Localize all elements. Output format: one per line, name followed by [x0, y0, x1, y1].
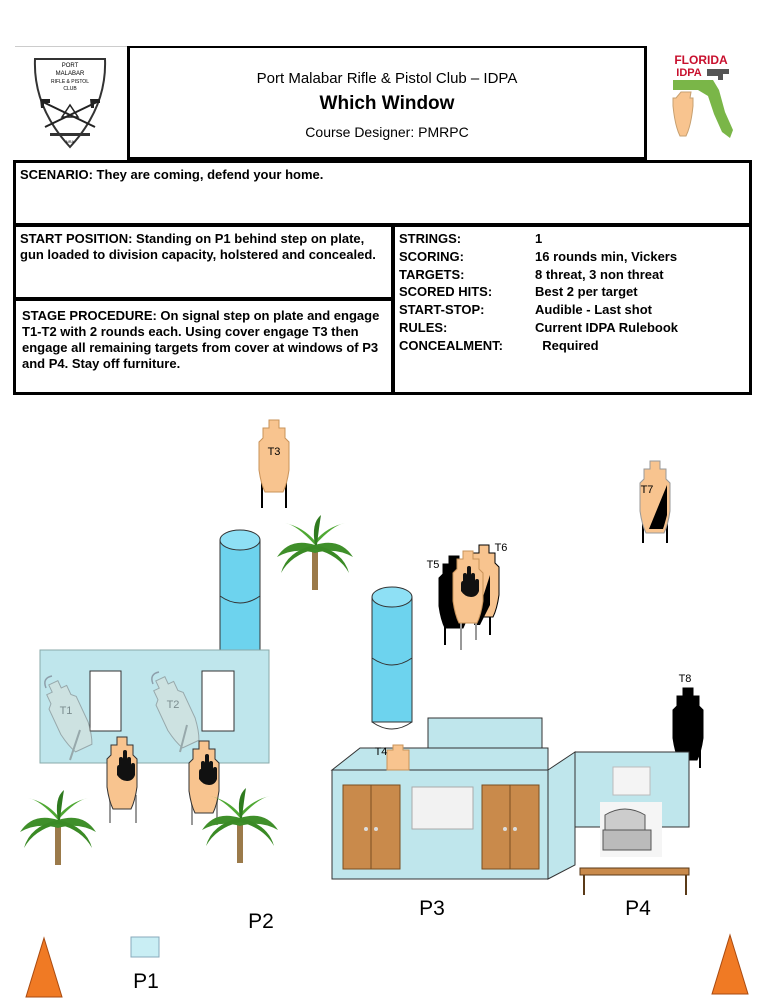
window-p3 [412, 787, 473, 829]
detail-key: RULES: [399, 319, 448, 335]
detail-row-targets [399, 267, 745, 285]
logo-pistol-icon [707, 69, 729, 80]
detail-value: 1 [535, 231, 543, 246]
header-box [127, 46, 647, 160]
target-label-t4: T4 [374, 746, 388, 758]
target-label-t3: T3 [267, 446, 281, 458]
position-p1: P1 [133, 970, 159, 993]
p4-structure [575, 752, 689, 895]
detail-key: START-STOP: [399, 302, 485, 318]
start-position-text: START POSITION: Standing on P1 behind step on plate, gun loaded to division capacity, holstered and concealed. [20, 231, 376, 262]
detail-value: 8 threat, 3 non threat [535, 266, 664, 282]
detail-row-rules [399, 320, 745, 338]
detail-value: Current IDPA Rulebook [535, 319, 679, 335]
position-p2: P2 [248, 910, 274, 933]
barrel-1 [220, 530, 260, 650]
detail-value: Best 2 per target [535, 284, 638, 300]
logo-text-4: CLUB [63, 86, 77, 92]
palm-tree-1 [277, 515, 353, 590]
florida-idpa-logo [645, 46, 753, 160]
position-p3: P3 [419, 897, 445, 920]
stage-details-box [392, 224, 752, 395]
target-label-t5: T5 [426, 559, 440, 571]
non-threat-target-t5-t6 [453, 551, 483, 650]
logo-animals [50, 133, 90, 136]
non-threat-target-2 [189, 741, 219, 825]
detail-key: CONCEALMENT: [399, 337, 503, 353]
target-label-t6: T6 [494, 542, 508, 554]
stage-diagram [0, 400, 768, 1008]
detail-row-strings [399, 231, 745, 249]
window-2 [202, 671, 234, 731]
logo-idpa-text: IDPA [676, 67, 702, 79]
target-label-t7: T7 [640, 484, 654, 496]
stage-procedure-text: STAGE PROCEDURE: On signal step on plate and engage T1-T2 with 2 rounds each. Using cover engage T3 then engage all remaining targets from cover at windows of P3 and P4. Stay off furniture. [22, 308, 380, 371]
bench [580, 868, 689, 895]
detail-key: TARGETS: [399, 266, 465, 282]
detail-value: 16 rounds min, Vickers [535, 248, 678, 264]
cone-left [26, 938, 62, 997]
detail-row-scoring [399, 249, 745, 267]
detail-value: Audible - Last shot [535, 302, 652, 318]
logo-florida-text: FLORIDA [674, 53, 728, 67]
barrel-2 [372, 587, 412, 729]
detail-value: Required [535, 337, 599, 353]
armchair [600, 802, 662, 857]
course-designer: Course Designer: PMRPC [305, 124, 469, 140]
detail-row-scored-hits [399, 284, 745, 302]
target-label-t1: T1 [59, 705, 73, 717]
scenario-box [13, 160, 752, 226]
detail-key: SCORED HITS: [399, 284, 493, 300]
palm-tree-2 [20, 790, 96, 865]
detail-key: SCORING: [399, 248, 464, 264]
logo-target-icon [673, 92, 693, 136]
stage-title: Which Window [319, 93, 455, 114]
target-t3 [259, 420, 289, 508]
window-p4 [613, 767, 650, 795]
window-1 [90, 671, 121, 731]
step-plate [131, 937, 159, 957]
cone-right [712, 935, 748, 994]
logo-text-1: PORT [61, 63, 79, 69]
target-t7 [640, 461, 670, 543]
club-name: Port Malabar Rifle & Pistol Club – IDPA [256, 70, 518, 87]
detail-row-concealment [399, 338, 745, 356]
detail-row-start-stop [399, 302, 745, 320]
target-label-t2: T2 [166, 699, 180, 711]
logo-text-3: RIFLE & PISTOL [51, 79, 89, 85]
stage-procedure-box [13, 298, 394, 395]
scenario-text: SCENARIO: They are coming, defend your home. [20, 167, 324, 182]
logo-nra: NRA [65, 139, 75, 144]
position-p4: P4 [625, 897, 651, 920]
start-position-box [13, 224, 394, 300]
p3-structure [332, 718, 575, 879]
logo-text-2: MALABAR [55, 71, 85, 77]
club-logo [15, 46, 128, 160]
non-threat-target-1 [107, 737, 137, 823]
detail-key: STRINGS: [399, 231, 462, 246]
target-label-t8: T8 [678, 673, 692, 685]
